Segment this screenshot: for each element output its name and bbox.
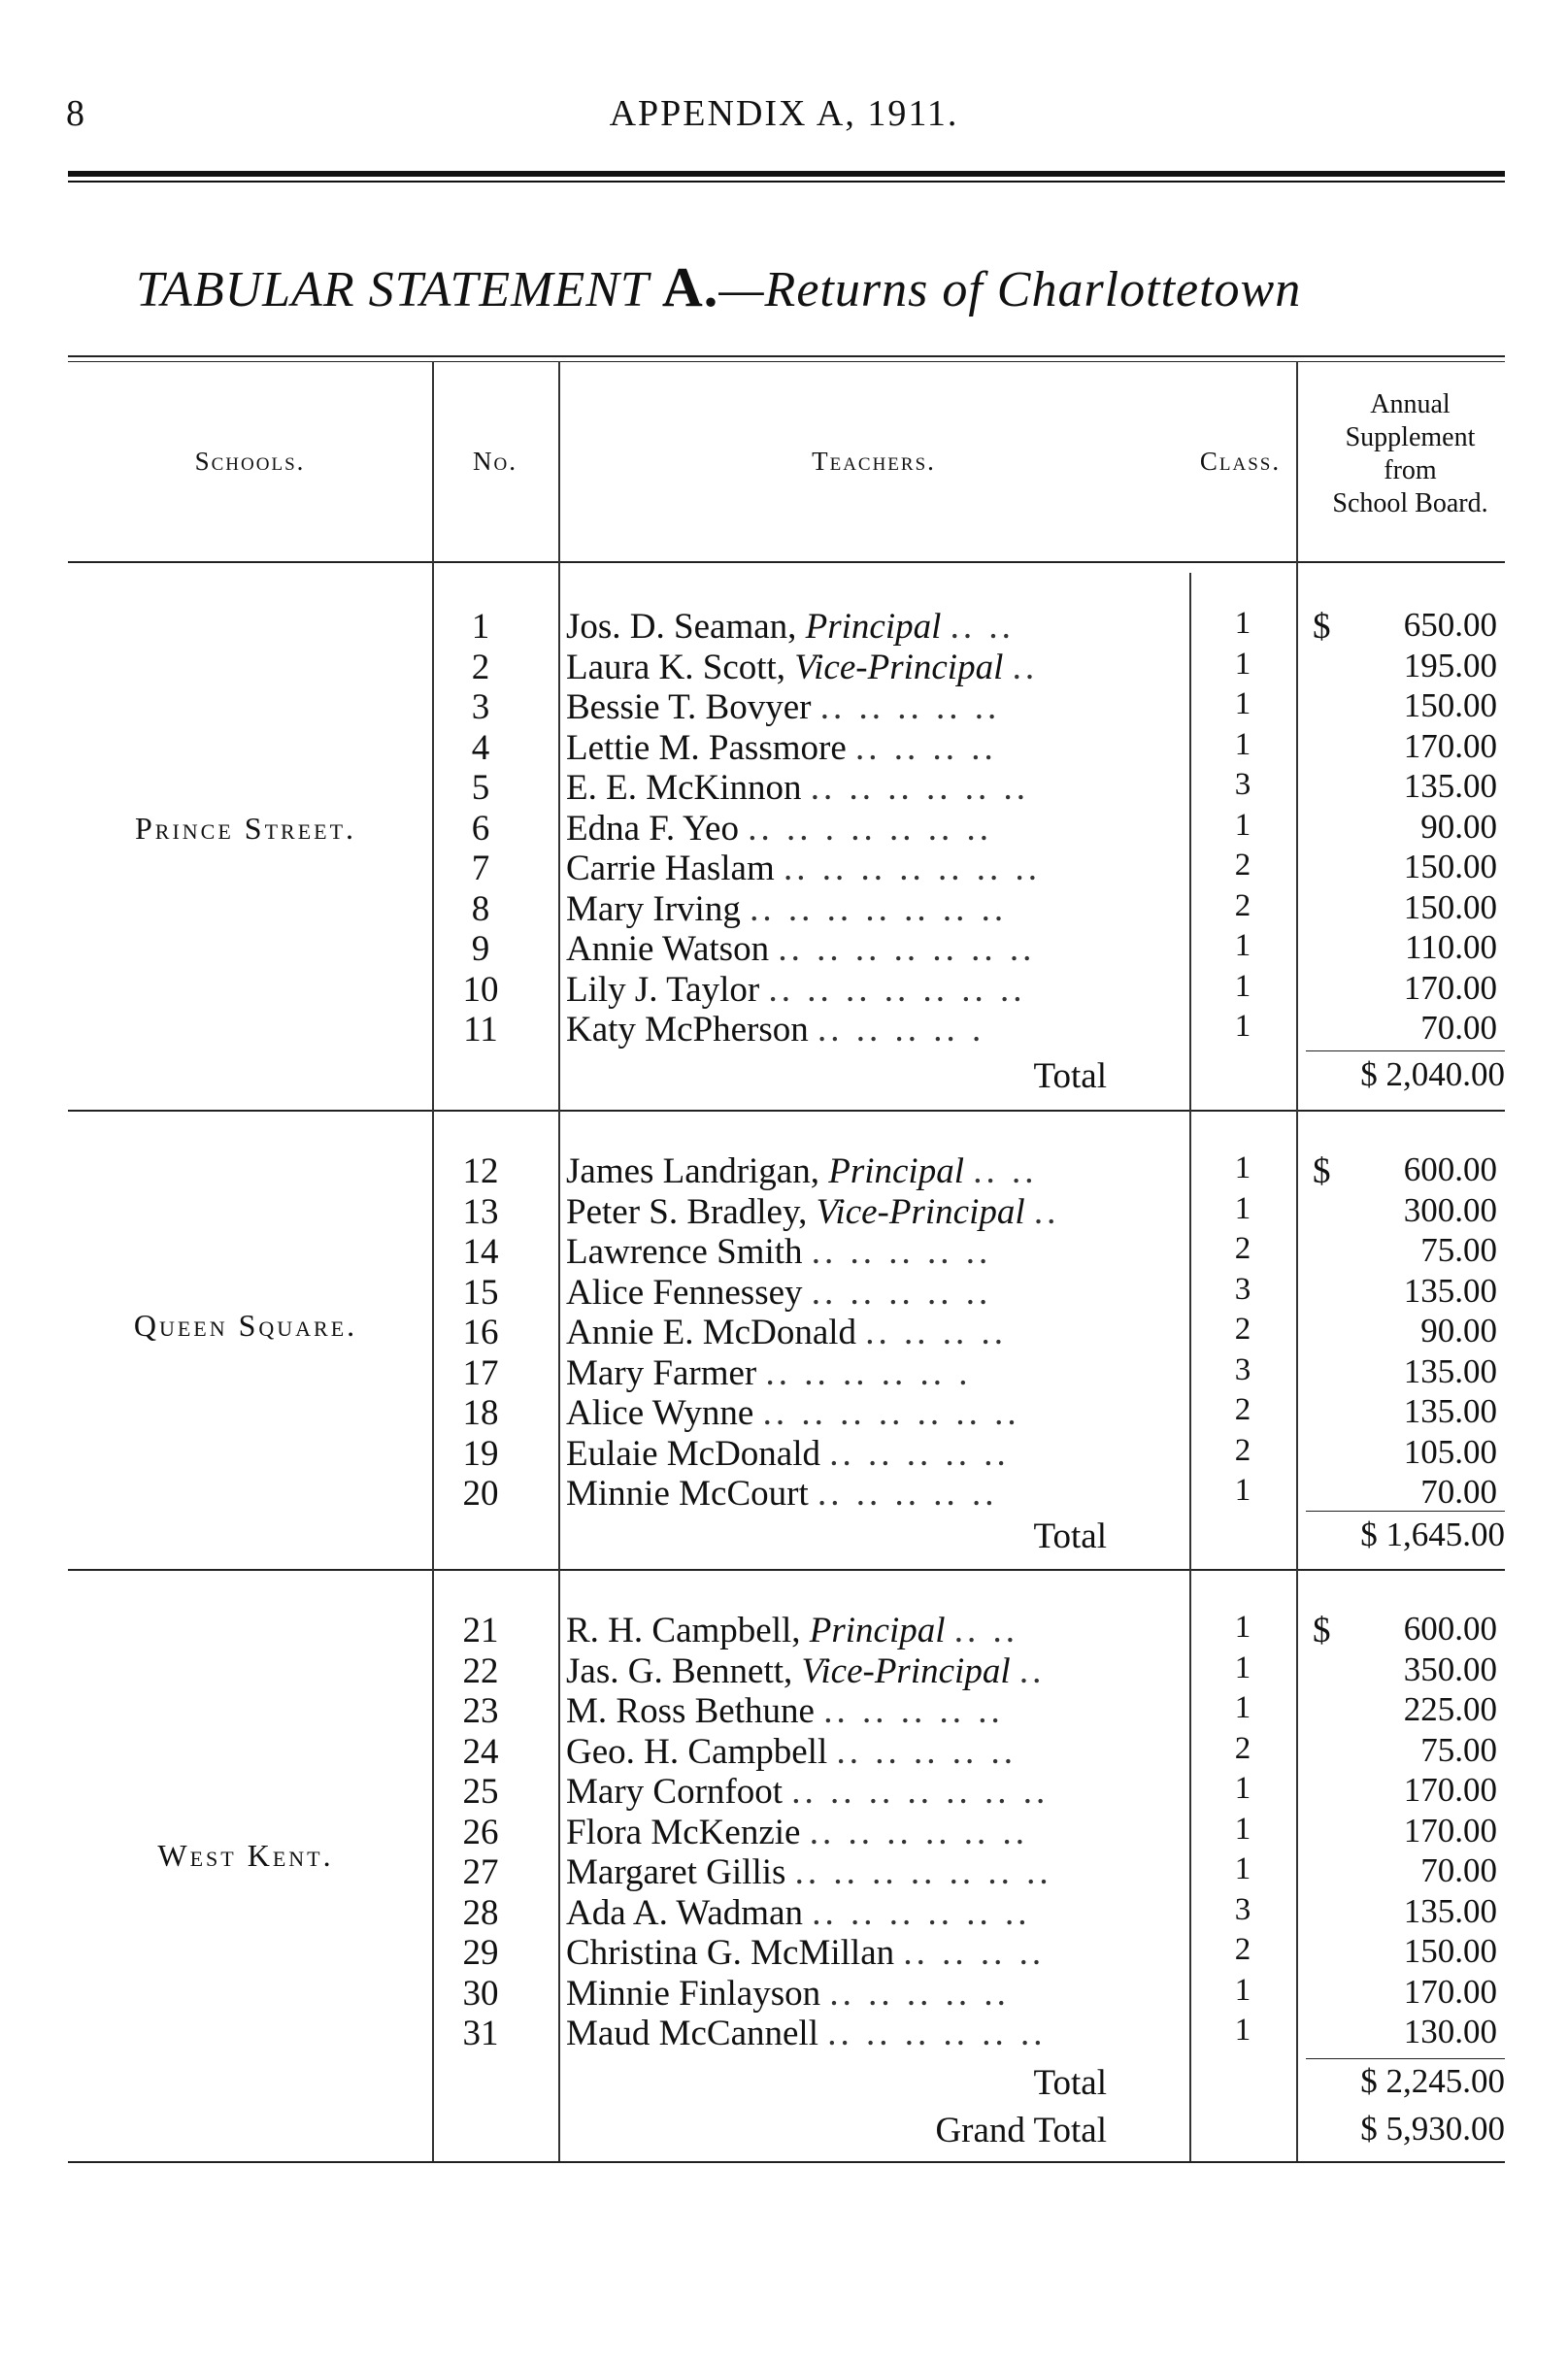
row-number: 13 (462, 1191, 499, 1232)
teacher-row (0, 848, 1568, 888)
teacher-name: Alice Wynne (566, 1393, 754, 1433)
class-value: 2 (1234, 1432, 1251, 1468)
teacher-role: Vice-Principal (794, 647, 1004, 687)
supplement-amount: 170.00 (1403, 1771, 1497, 1809)
section-rule-2 (68, 1569, 1505, 1571)
leader-dots: .. .. .. .. .. .. .. (791, 1772, 1050, 1812)
teacher-cell (566, 888, 1187, 930)
teacher-cell (566, 1231, 1187, 1273)
row-number: 6 (471, 808, 490, 849)
teacher-row (0, 1932, 1568, 1973)
leader-dots: .. (1033, 1191, 1060, 1232)
row-number: 29 (462, 1933, 499, 1973)
total-label: Total (1033, 1056, 1107, 1096)
teacher-cell (566, 1973, 1187, 2015)
header-supplement-line-1: Annual (1370, 389, 1451, 419)
teacher-name: Mary Farmer (566, 1352, 757, 1393)
supplement-amount: 600.00 (1403, 1610, 1497, 1648)
class-value: 1 (1234, 646, 1251, 682)
row-number: 19 (462, 1433, 499, 1474)
supplement-amount: 300.00 (1403, 1190, 1497, 1229)
grand-total-amount: $ 5,930.00 (1360, 2110, 1505, 2148)
supplement-amount: 170.00 (1403, 968, 1497, 1007)
row-number: 11 (463, 1010, 498, 1050)
supplement-amount: 90.00 (1420, 1312, 1497, 1350)
dollar-sign: $ (1313, 1151, 1331, 1191)
leader-dots: .. .. .. .. (865, 1313, 1008, 1352)
row-number: 23 (462, 1691, 499, 1731)
row-number: 4 (471, 727, 490, 768)
row-number: 9 (471, 929, 490, 969)
header-supplement-line-3: from (1384, 455, 1437, 485)
row-number: 27 (462, 1852, 499, 1892)
teacher-role: Principal (805, 607, 942, 647)
total-rule (1306, 2058, 1505, 2059)
supplement-amount: 150.00 (1403, 1932, 1497, 1970)
supplement-amount: 150.00 (1403, 686, 1497, 724)
header-supplement-line-4: School Board. (1332, 488, 1488, 518)
teacher-row (0, 1812, 1568, 1852)
total-amount: $ 2,245.00 (1360, 2062, 1505, 2100)
row-number: 24 (462, 1731, 499, 1772)
class-value: 1 (1234, 1610, 1251, 1645)
class-value: 2 (1234, 1312, 1251, 1347)
teacher-row (0, 1690, 1568, 1731)
class-value: 2 (1234, 1730, 1251, 1766)
teacher-cell (566, 1892, 1187, 1934)
row-number: 10 (462, 969, 499, 1010)
teacher-cell (566, 1473, 1187, 1515)
teacher-role: Principal (828, 1151, 964, 1191)
leader-dots: .. .. .. .. .. .. (810, 768, 1030, 808)
leader-dots: .. .. .. .. .. (829, 1973, 1010, 2014)
supplement-amount: 110.00 (1405, 928, 1497, 966)
teacher-cell (566, 606, 1187, 648)
teacher-cell (566, 1690, 1187, 1732)
teacher-name: Annie E. McDonald (566, 1313, 857, 1352)
teacher-name: Lawrence Smith (566, 1232, 803, 1272)
teacher-cell (566, 1272, 1187, 1314)
row-number: 5 (471, 768, 490, 808)
class-value: 1 (1234, 1190, 1251, 1226)
supplement-amount: 600.00 (1403, 1150, 1497, 1188)
class-value: 1 (1234, 726, 1251, 762)
teacher-row (0, 1352, 1568, 1393)
teacher-row (0, 808, 1568, 849)
teacher-cell (566, 1150, 1187, 1192)
row-number: 26 (462, 1812, 499, 1852)
class-value: 1 (1234, 1650, 1251, 1685)
dollar-sign: $ (1313, 607, 1331, 647)
teacher-row (0, 969, 1568, 1010)
teacher-cell (566, 969, 1187, 1011)
supplement-amount: 135.00 (1403, 767, 1497, 805)
teacher-name: R. H. Campbell, (566, 1611, 810, 1650)
teacher-row (0, 727, 1568, 768)
title-letter: A. (661, 255, 719, 318)
teacher-row (0, 1892, 1568, 1933)
teacher-row (0, 686, 1568, 727)
teacher-cell (566, 1771, 1187, 1813)
teacher-row (0, 1312, 1568, 1352)
teacher-role: Vice-Principal (801, 1650, 1011, 1691)
class-value: 1 (1234, 1690, 1251, 1725)
supplement-amount: 90.00 (1420, 807, 1497, 846)
grand-total-label: Grand Total (935, 2111, 1107, 2150)
leader-dots: .. .. .. .. .. .. (812, 1892, 1031, 1933)
teacher-name: Margaret Gillis (566, 1852, 786, 1892)
school-name: Prince Street. (134, 811, 357, 846)
total-rule (1306, 1050, 1505, 1051)
row-number: 3 (471, 687, 490, 727)
class-value: 1 (1234, 1009, 1251, 1044)
section-total-row (0, 1516, 1568, 1558)
class-value: 1 (1234, 1473, 1251, 1508)
table-top-rule (68, 355, 1505, 357)
class-value: 3 (1234, 1891, 1251, 1927)
leader-dots: .. .. .. .. .. (819, 687, 1001, 727)
teacher-row (0, 1433, 1568, 1474)
header-schools: Schools. (194, 447, 306, 476)
header-no: No. (473, 447, 517, 476)
row-number: 8 (471, 888, 490, 929)
teacher-cell (566, 1392, 1187, 1434)
table-title (136, 254, 1301, 319)
leader-dots: .. .. .. .. .. (836, 1731, 1017, 1772)
teacher-cell (566, 686, 1187, 728)
teacher-row (0, 2013, 1568, 2053)
teacher-row (0, 606, 1568, 647)
dollar-sign: $ (1313, 1611, 1331, 1650)
row-number: 14 (462, 1232, 499, 1272)
leader-dots: .. .. .. .. (855, 727, 997, 768)
total-amount: $ 2,040.00 (1360, 1055, 1505, 1093)
teacher-name: Eulaie McDonald (566, 1433, 820, 1474)
leader-dots: .. (1012, 647, 1039, 687)
row-number: 21 (462, 1611, 499, 1650)
teacher-name: Geo. H. Campbell (566, 1731, 828, 1772)
header-supplement-line-2: Supplement (1345, 422, 1476, 452)
leader-dots: .. (1018, 1650, 1046, 1691)
teacher-cell (566, 647, 1187, 688)
row-number: 28 (462, 1892, 499, 1933)
teacher-name: Minnie Finlayson (566, 1973, 821, 2014)
supplement-amount: 135.00 (1403, 1392, 1497, 1430)
class-value: 1 (1234, 968, 1251, 1004)
teacher-row (0, 647, 1568, 687)
title-prefix: TABULAR STATEMENT (136, 262, 649, 317)
teacher-name: Christina G. McMillan (566, 1933, 895, 1973)
teacher-row (0, 1473, 1568, 1514)
teacher-cell (566, 727, 1187, 769)
leader-dots: .. .. .. .. .. .. .. (783, 849, 1041, 888)
leader-dots: .. .. .. .. .. (811, 1232, 992, 1272)
teacher-cell (566, 808, 1187, 850)
teacher-row (0, 1150, 1568, 1191)
supplement-amount: 105.00 (1403, 1432, 1497, 1471)
running-head: APPENDIX A, 1911. (609, 93, 959, 134)
header-bottom-rule (68, 561, 1505, 563)
teacher-name: Maud McCannell (566, 2014, 818, 2053)
leader-dots: .. .. .. .. (903, 1933, 1046, 1973)
leader-dots: .. .. .. .. .. (829, 1433, 1010, 1474)
teacher-role: Principal (809, 1611, 946, 1650)
class-value: 3 (1234, 1351, 1251, 1387)
header-class: Class. (1199, 447, 1282, 476)
teacher-role: Vice-Principal (816, 1191, 1025, 1232)
teacher-name: M. Ross Bethune (566, 1691, 815, 1731)
row-number: 7 (471, 849, 490, 888)
teacher-row (0, 928, 1568, 969)
class-value: 3 (1234, 1271, 1251, 1307)
teacher-name: Peter S. Bradley, (566, 1191, 817, 1232)
teacher-row (0, 888, 1568, 929)
header-rule-thick (68, 171, 1505, 177)
leader-dots: .. .. .. .. .. . (765, 1352, 972, 1393)
supplement-amount: 170.00 (1403, 1972, 1497, 2011)
school-name: Queen Square. (133, 1308, 358, 1343)
class-value: 1 (1234, 807, 1251, 843)
teacher-cell (566, 928, 1187, 970)
class-value: 1 (1234, 686, 1251, 721)
header-teachers: Teachers. (812, 447, 936, 476)
row-number: 25 (462, 1772, 499, 1812)
teacher-name: Jas. G. Bennett, (566, 1650, 802, 1691)
teacher-cell (566, 1851, 1187, 1893)
leader-dots: .. .. . .. .. .. .. (748, 808, 992, 849)
supplement-amount: 75.00 (1420, 1730, 1497, 1769)
class-value: 1 (1234, 928, 1251, 963)
teacher-name: E. E. McKinnon (566, 768, 802, 808)
row-number: 1 (471, 607, 490, 647)
section-total-row (0, 2062, 1568, 2105)
teacher-cell (566, 1812, 1187, 1853)
title-suffix: —Returns of Charlottetown (718, 262, 1302, 317)
teacher-name: Mary Irving (566, 888, 741, 929)
supplement-amount: 150.00 (1403, 887, 1497, 926)
teacher-name: James Landrigan, (566, 1151, 829, 1191)
header-rule-thin (68, 181, 1505, 183)
page-number: 8 (66, 93, 84, 134)
total-label: Total (1033, 1516, 1107, 1556)
supplement-amount: 75.00 (1420, 1231, 1497, 1269)
class-value: 1 (1234, 1972, 1251, 2008)
row-number: 31 (462, 2014, 499, 2053)
teacher-name: Bessie T. Bovyer (566, 687, 812, 727)
teacher-name: Annie Watson (566, 929, 770, 969)
class-value: 1 (1234, 1851, 1251, 1886)
teacher-name: Lily J. Taylor (566, 969, 760, 1010)
supplement-amount: 70.00 (1420, 1851, 1497, 1889)
supplement-amount: 350.00 (1403, 1650, 1497, 1688)
teacher-row (0, 1973, 1568, 2014)
teacher-name: Mary Cornfoot (566, 1772, 783, 1812)
teacher-cell (566, 2013, 1187, 2054)
teacher-cell (566, 1312, 1187, 1353)
supplement-amount: 70.00 (1420, 1473, 1497, 1511)
class-value: 2 (1234, 848, 1251, 883)
teacher-row (0, 1771, 1568, 1812)
teacher-row (0, 1191, 1568, 1232)
teacher-row (0, 1851, 1568, 1892)
teacher-name: Alice Fennessey (566, 1272, 803, 1313)
row-number: 12 (462, 1151, 499, 1191)
teacher-name: Carrie Haslam (566, 849, 775, 888)
leader-dots: .. .. (953, 1611, 1019, 1650)
teacher-name: Edna F. Yeo (566, 808, 739, 849)
leader-dots: .. .. .. .. .. .. .. (762, 1393, 1020, 1433)
leader-dots: .. .. .. .. .. .. .. (750, 888, 1008, 929)
row-number: 20 (462, 1474, 499, 1514)
teacher-cell (566, 767, 1187, 809)
class-value: 1 (1234, 2013, 1251, 2048)
teacher-name: Jos. D. Seaman, (566, 607, 806, 647)
supplement-amount: 70.00 (1420, 1009, 1497, 1047)
class-value: 2 (1234, 1392, 1251, 1427)
section-rule-1 (68, 1110, 1505, 1112)
leader-dots: .. .. .. .. . (817, 1010, 985, 1050)
class-value: 1 (1234, 606, 1251, 641)
class-value: 1 (1234, 1811, 1251, 1847)
teacher-row (0, 1650, 1568, 1691)
class-value: 1 (1234, 1771, 1251, 1806)
leader-dots: .. .. .. .. .. .. .. (794, 1852, 1052, 1892)
teacher-name: Laura K. Scott, (566, 647, 795, 687)
supplement-amount: 170.00 (1403, 726, 1497, 765)
teacher-row (0, 1731, 1568, 1772)
section-total-row (0, 1055, 1568, 1098)
teacher-cell (566, 848, 1187, 889)
row-number: 17 (462, 1352, 499, 1393)
class-value: 2 (1234, 887, 1251, 923)
row-number: 30 (462, 1973, 499, 2014)
teacher-cell (566, 1352, 1187, 1394)
teacher-cell (566, 1650, 1187, 1692)
teacher-cell (566, 1731, 1187, 1773)
teacher-name: Ada A. Wadman (566, 1892, 803, 1933)
teacher-cell (566, 1009, 1187, 1050)
supplement-amount: 130.00 (1403, 2013, 1497, 2050)
supplement-amount: 650.00 (1403, 606, 1497, 644)
teacher-name: Lettie M. Passmore (566, 727, 847, 768)
total-amount: $ 1,645.00 (1360, 1516, 1505, 1553)
leader-dots: .. .. (973, 1151, 1038, 1191)
supplement-amount: 135.00 (1403, 1891, 1497, 1930)
teacher-row (0, 1392, 1568, 1433)
teacher-cell (566, 1932, 1187, 1974)
supplement-amount: 135.00 (1403, 1271, 1497, 1310)
supplement-amount: 135.00 (1403, 1351, 1497, 1390)
row-number: 16 (462, 1313, 499, 1352)
total-rule (1306, 1511, 1505, 1512)
row-number: 15 (462, 1272, 499, 1313)
teacher-row (0, 1231, 1568, 1272)
row-number: 22 (462, 1650, 499, 1691)
header-supplement (1306, 388, 1515, 520)
teacher-cell (566, 1610, 1187, 1651)
teacher-cell (566, 1191, 1187, 1233)
leader-dots: .. .. .. .. .. .. .. (768, 969, 1026, 1010)
supplement-amount: 195.00 (1403, 646, 1497, 684)
teacher-row (0, 1610, 1568, 1650)
row-number: 18 (462, 1393, 499, 1433)
class-value: 3 (1234, 767, 1251, 802)
teacher-row (0, 1272, 1568, 1313)
class-value: 2 (1234, 1231, 1251, 1266)
leader-dots: .. .. .. .. .. (823, 1691, 1004, 1731)
teacher-name: Flora McKenzie (566, 1812, 801, 1852)
row-number: 2 (471, 647, 490, 687)
school-name: West Kent. (157, 1838, 334, 1873)
class-value: 2 (1234, 1932, 1251, 1967)
teacher-cell (566, 1433, 1187, 1475)
grand-total-row (0, 2110, 1568, 2152)
leader-dots: .. .. .. .. .. .. (827, 2014, 1047, 2053)
teacher-row (0, 1009, 1568, 1050)
leader-dots: .. .. .. .. .. (817, 1474, 998, 1514)
class-value: 1 (1234, 1150, 1251, 1185)
teacher-name: Katy McPherson (566, 1010, 809, 1050)
leader-dots: .. .. .. .. .. (811, 1272, 992, 1313)
total-label: Total (1033, 2063, 1107, 2103)
supplement-amount: 170.00 (1403, 1811, 1497, 1849)
leader-dots: .. .. .. .. .. .. (809, 1812, 1028, 1852)
table-bottom-rule (68, 2161, 1505, 2163)
leader-dots: .. .. .. .. .. .. .. (778, 929, 1036, 969)
supplement-amount: 225.00 (1403, 1690, 1497, 1728)
leader-dots: .. .. (950, 607, 1015, 647)
teacher-name: Minnie McCourt (566, 1474, 809, 1514)
table-top-rule-2 (68, 361, 1505, 362)
supplement-amount: 150.00 (1403, 848, 1497, 885)
teacher-row (0, 767, 1568, 808)
